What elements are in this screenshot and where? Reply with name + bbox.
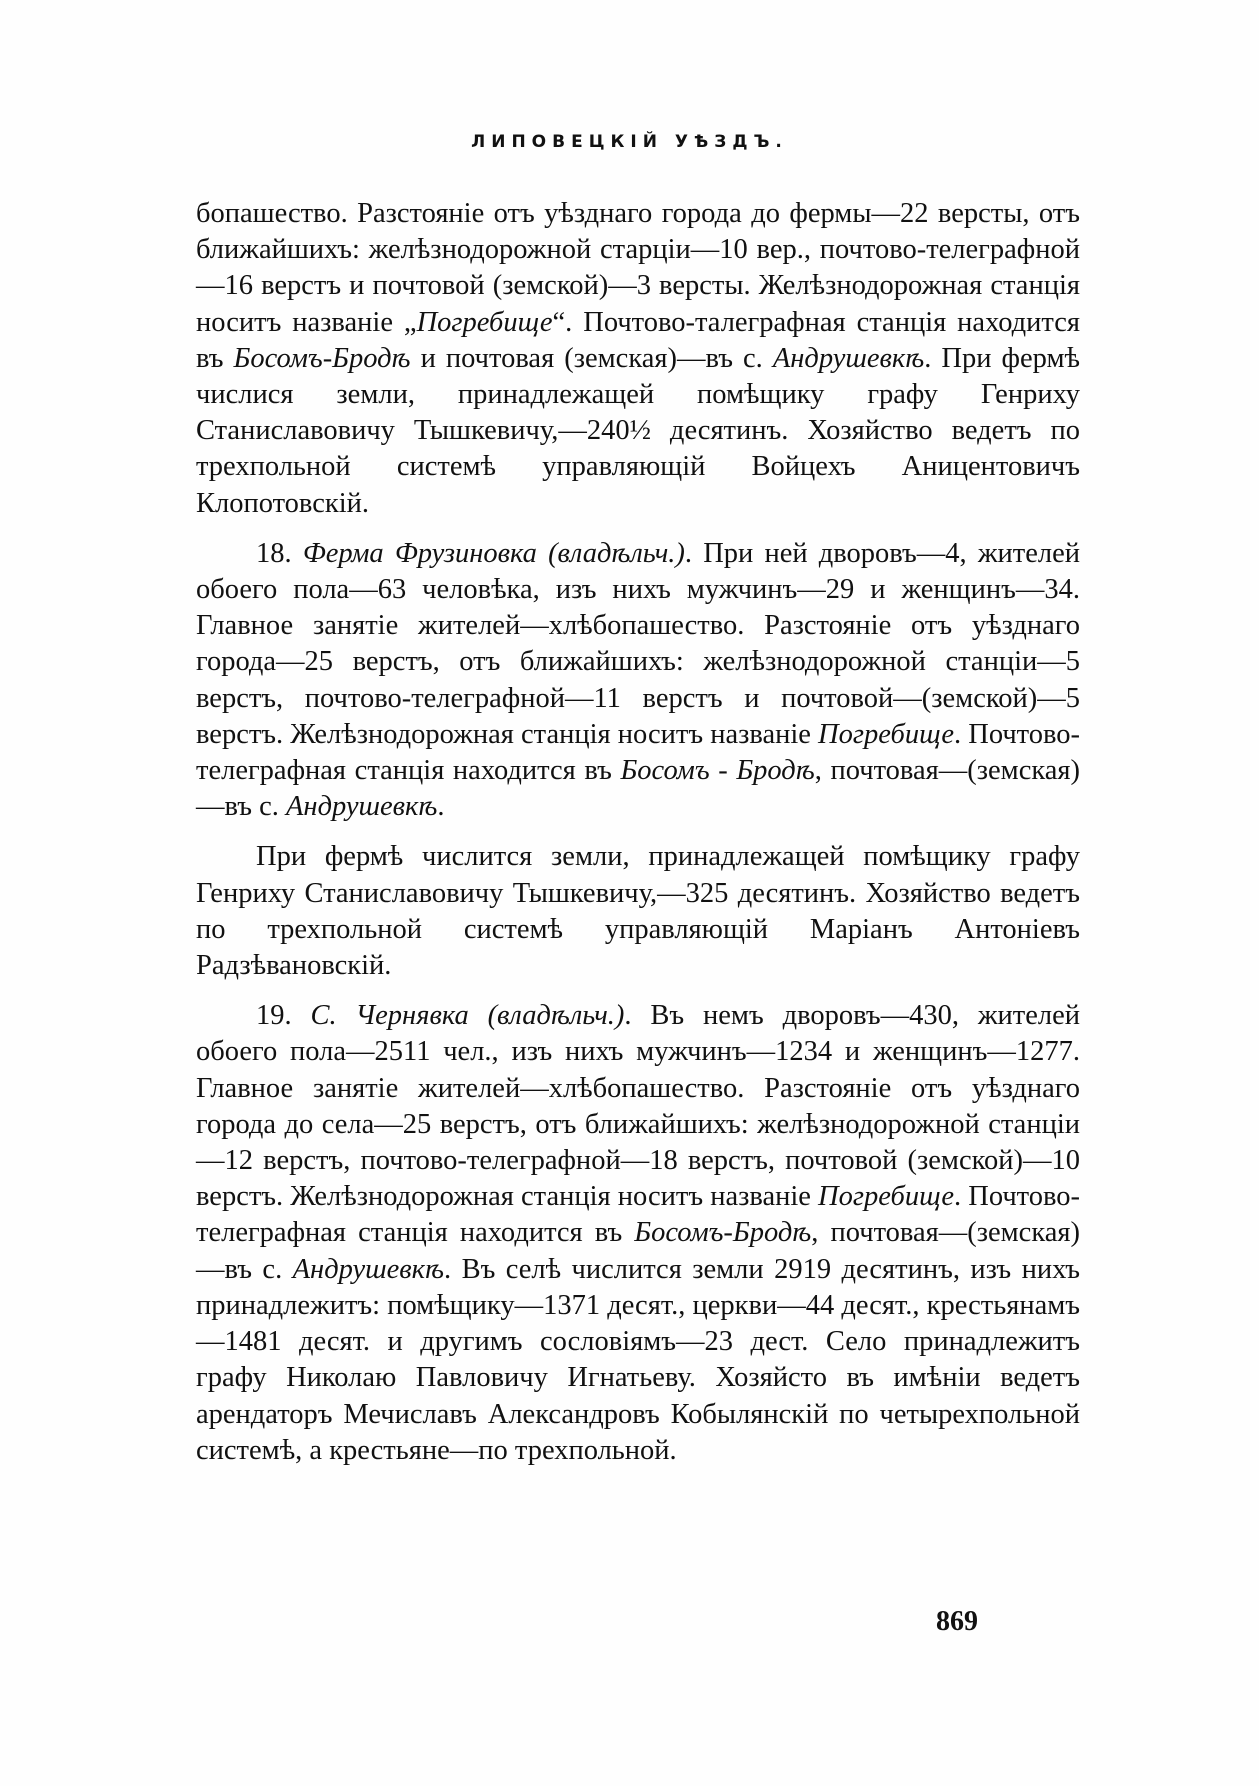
text-run: 19. (256, 1000, 311, 1032)
italic-text-run: Босомъ - Бродѣ (620, 755, 815, 787)
text-run: . Въ немъ дворовъ—430, жителей обоего пола—2511 чел., изъ нихъ мужчинъ—1234 и женщинъ—1277. Главное занятіе жителей—хлѣбопашество. Разстояніе отъ уѣзднаго города до села—25 верстъ, отъ ближайшихъ: желѣзнодорожной станціи—12 верстъ, почтово-телеграфной—18 верстъ, почтовой (земской)—10 верстъ. Желѣзнодорожная станція носитъ названіе (196, 1000, 1081, 1213)
text-run: . Почтово-телеграфная станція находится въ (196, 1181, 1080, 1249)
italic-text-run: Андрушевкѣ (286, 791, 438, 823)
paragraph (196, 998, 1080, 1469)
page-number: 869 (936, 1606, 978, 1637)
italic-text-run: Босомъ-Бродѣ (233, 342, 411, 374)
body-text (196, 196, 1080, 1469)
text-run: . Въ селѣ числится земли 2919 десятинъ, изъ нихъ принадлежитъ: помѣщику—1371 десят., церкви—44 десят., крестьянамъ—1481 десят. и другимъ сословіямъ—23 дест. Село принадлежитъ графу Николаю Павловичу Игнатьеву. Хозяйсто въ имѣніи ведетъ арендаторъ Мечиславъ Александровъ Кобылянскій по четырехпольной системѣ, а крестьяне—по трехпольной. (196, 1253, 1080, 1466)
italic-text-run: Погребище (416, 306, 553, 338)
italic-text-run: Погребище (818, 718, 954, 750)
text-run: . При ней дворовъ—4, жителей обоего пола—63 человѣка, изъ нихъ мужчинъ—29 и женщинъ—34. Главное занятіе жителей—хлѣбопашество. Разстояніе отъ уѣзднаго города—25 верстъ, отъ ближайшихъ: желѣзнодорожной станціи—5 верстъ, почтово-телеграфной—11 верстъ и почтовой—(земской)—5 верстъ. Желѣзнодорожная станція носитъ названіе (196, 537, 1081, 750)
text-run: . При фермѣ числися земли, принадлежащей помѣщику графу Генриху Станиславовичу Тышкевичу,—240½ десятинъ. Хозяйство ведетъ по трехпольной системѣ управляющій Войцехъ Аницентовичъ Клопотовскій. (196, 342, 1081, 519)
paragraph (196, 536, 1080, 826)
text-run: . Почтово-телеграфная станція находится въ (196, 718, 1080, 787)
italic-text-run: Андрушевкѣ (772, 342, 925, 374)
italic-text-run: Ферма Фрузиновка (владѣльч.) (302, 537, 685, 569)
paragraph (196, 196, 1080, 522)
italic-text-run: Погребище (818, 1181, 954, 1213)
text-run: При фермѣ числится земли, принадлежащей помѣщику графу Генриху Станиславовичу Тышкевичу,—325 десятинъ. Хозяйство ведетъ по трехпольной системѣ управляющій Маріанъ Антоніевъ Радзѣвановскій. (196, 841, 1080, 982)
text-run: . (437, 791, 445, 823)
italic-text-run: Босомъ-Бродѣ (634, 1217, 812, 1249)
running-header: ЛИПОВЕЦКІЙ УѢЗДЪ. (471, 132, 788, 152)
text-run: , почтовая—(земская)—въ с. (196, 1217, 1080, 1285)
paragraph (196, 839, 1080, 984)
text-run: бопашество. Разстояніе отъ уѣзднаго города до фермы—22 версты, отъ ближайшихъ: желѣзнодорожной старціи—10 вер., почтово-телеграфной—16 верстъ и почтовой (земской)—3 версты. Желѣзнодорожная станція носитъ названіе „ (196, 198, 1080, 338)
text-run: и почтовая (земская)—въ с. (410, 342, 773, 374)
text-run: “. Почтово-талеграфная станція находится въ (196, 306, 1080, 374)
italic-text-run: С. Чернявка (владѣльч.) (310, 1000, 625, 1032)
italic-text-run: Андрушевкѣ (292, 1253, 445, 1285)
text-run: 18. (256, 537, 303, 569)
text-run: , почтовая—(земская)—въ с. (196, 755, 1081, 823)
